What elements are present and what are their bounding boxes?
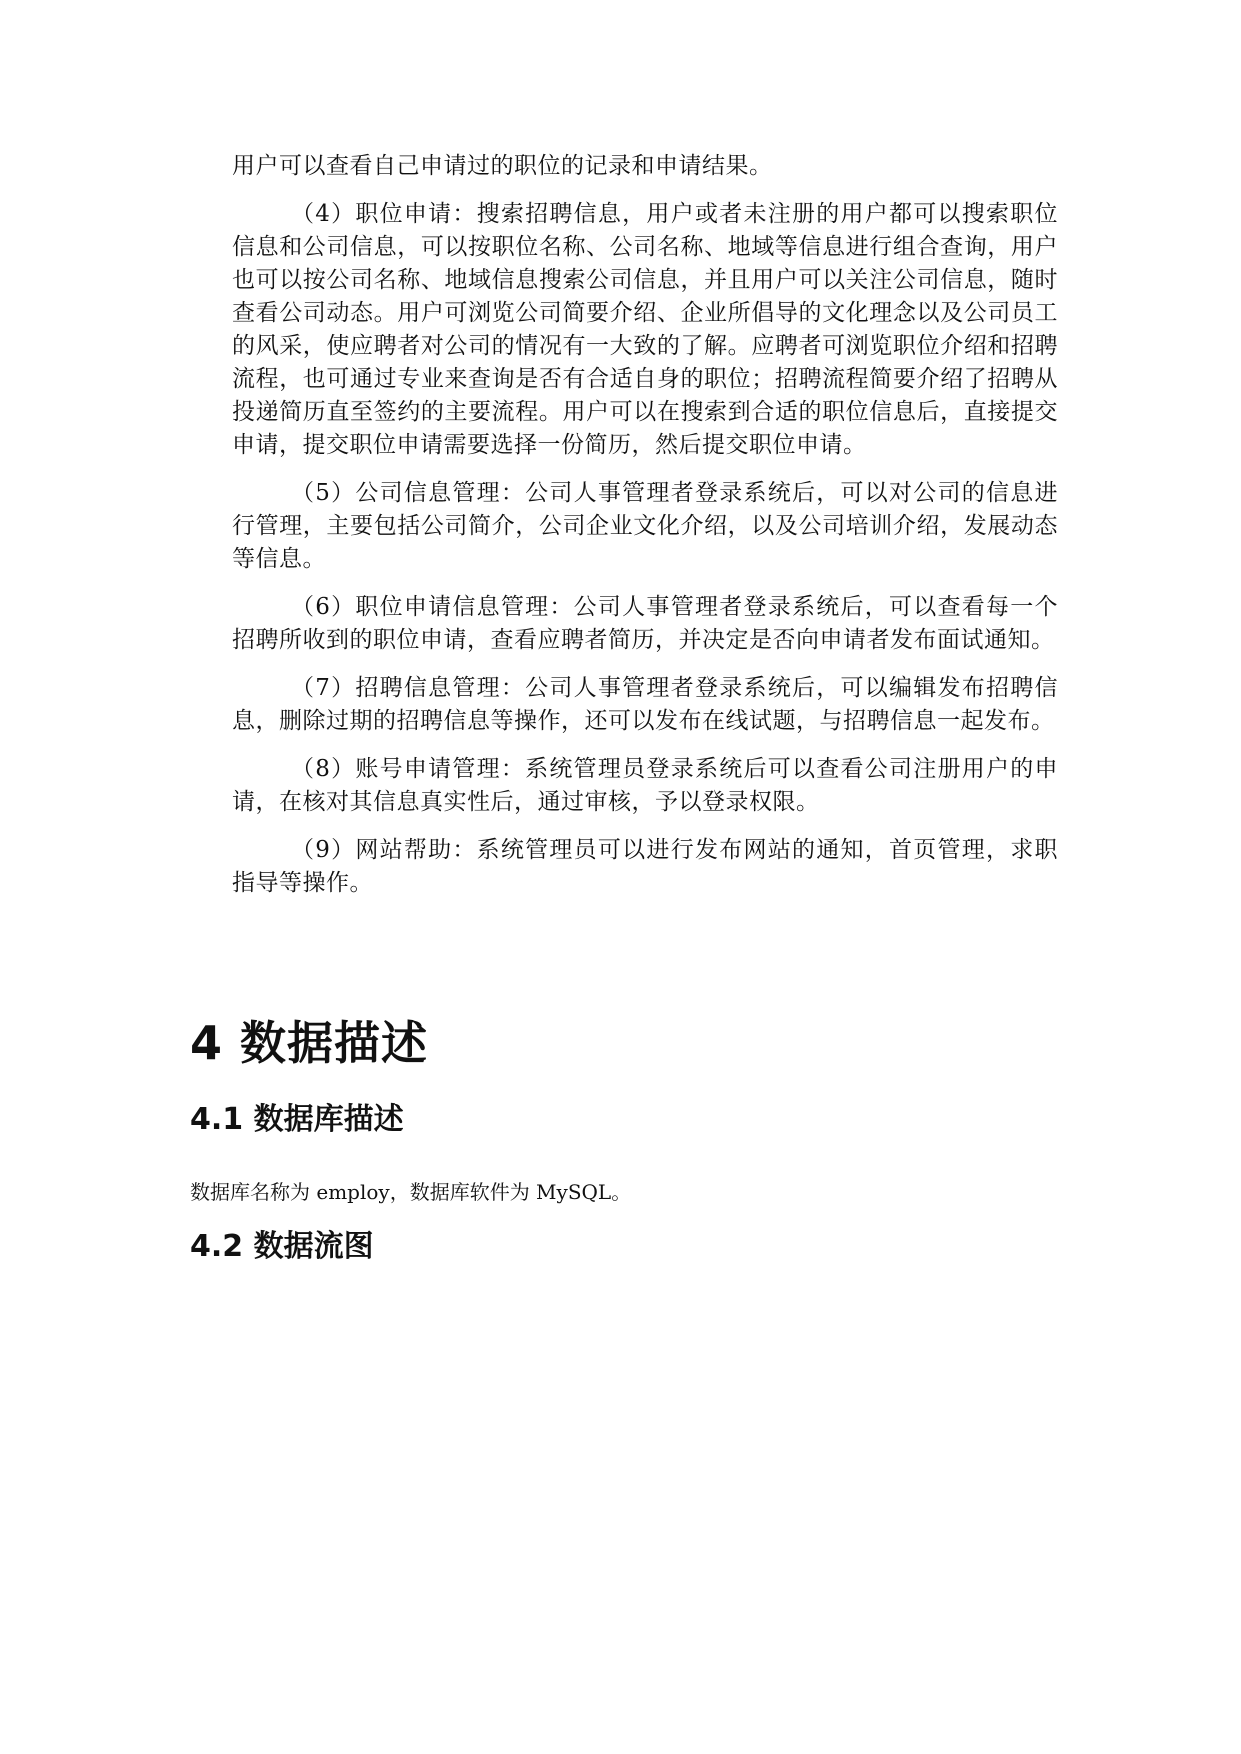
paragraph-account-application-management: （8）账号申请管理：系统管理员登录系统后可以查看公司注册用户的申请，在核对其信息真实性后，通过审核，予以登录权限。	[232, 756, 1058, 815]
body-text	[232, 150, 1058, 915]
database-description-text: 数据库名称为 employ，数据库软件为 MySQL。	[190, 1180, 632, 1204]
paragraph-job-application: （4）职位申请：搜索招聘信息，用户或者未注册的用户都可以搜索职位信息和公司信息，可以按职位名称、公司名称、地域等信息进行组合查询，用户也可以按公司名称、地域信息搜索公司信息，并且用户可以关注公司信息，随时查看公司动态。用户可浏览公司简要介绍、企业所倡导的文化理念以及公司员工的风采，使应聘者对公司的情况有一大致的了解。应聘者可浏览职位介绍和招聘流程，也可通过专业来查询是否有合适自身的职位；招聘流程简要介绍了招聘从投递简历直至签约的主要流程。用户可以在搜索到合适的职位信息后，直接提交申请，提交职位申请需要选择一份简历，然后提交职位申请。	[232, 201, 1058, 458]
paragraph-website-help: （9）网站帮助：系统管理员可以进行发布网站的通知，首页管理，求职指导等操作。	[232, 837, 1058, 896]
paragraph-company-info-management: （5）公司信息管理：公司人事管理者登录系统后，可以对公司的信息进行管理，主要包括公司简介，公司企业文化介绍，以及公司培训介绍，发展动态等信息。	[232, 480, 1058, 572]
paragraph-application-info-management: （6）职位申请信息管理：公司人事管理者登录系统后，可以查看每一个招聘所收到的职位申请，查看应聘者简历，并决定是否向申请者发布面试通知。	[232, 594, 1058, 653]
paragraph-recruitment-info-management: （7）招聘信息管理：公司人事管理者登录系统后，可以编辑发布招聘信息，删除过期的招聘信息等操作，还可以发布在线试题，与招聘信息一起发布。	[232, 675, 1058, 734]
section-heading: 4 数据描述	[190, 1016, 429, 1070]
subsection-heading-database: 4.1 数据库描述	[190, 1102, 404, 1137]
paragraph-continuation: 用户可以查看自己申请过的职位的记录和申请结果。	[232, 153, 773, 179]
subsection-heading-data-flow: 4.2 数据流图	[190, 1229, 374, 1264]
